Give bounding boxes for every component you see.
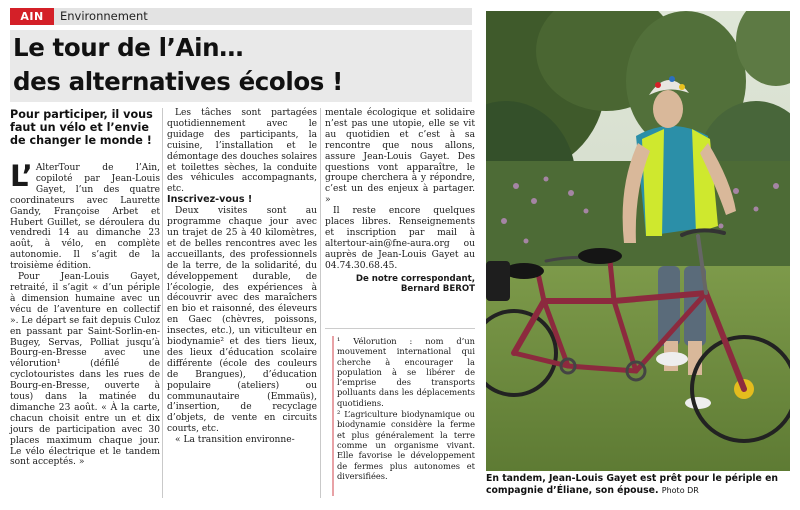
subheading: Inscrivez-vous ! <box>167 194 253 206</box>
saddle-front <box>578 248 622 264</box>
paragraph: Il reste encore quelques places libres. Renseignements et inscription par mail à altertour-ain@fne-aura.org ou auprès de Jean-Louis Gayet au 04.74.30.68.45. <box>325 206 475 271</box>
footnotes <box>337 336 475 482</box>
byline-role: De notre correspondant, <box>355 273 475 284</box>
headline-line-1: Le tour de l’Ain… <box>13 33 244 62</box>
column-divider <box>162 108 163 498</box>
footnotes-accent-bar <box>332 336 334 496</box>
article-column-1 <box>10 159 160 468</box>
footnote: ¹ Vélorution : nom d’un mouvement international qui cherche à encourager la population à se libérer de l’emprise des transports polluants dans les déplacements quotidiens. <box>337 336 475 408</box>
drop-cap: L’ <box>10 159 33 193</box>
paragraph: Les tâches sont partagées quotidiennement avec le guidage des participants, la cuisine, l’installation et le démontage des douches solaires et toilettes sèches, la conduite des véhicules accompagnants, etc. <box>167 108 317 195</box>
kicker-bar <box>10 8 472 25</box>
paragraph: Pour Jean-Louis Gayet, retraité, il s’agit « d’un périple à dimension humaine avec un vécu de l’aventure en collectif ». Le départ se fait depuis Culoz en passant par Saint-Sorlin-en-Bugey, Servas, Polliat jusqu’à Bourg-en-Bresse avec une vélorution¹ (défilé de cyclotouristes dans les rues de Bourg-en-Bresse, ouverte à tous) dans la matinée du dimanche 23 août. « À la carte, chacun choisit entre un et dix jours de participation avec 30 places maximum chaque jour. Le vélo électrique et le tandem sont acceptés. » <box>10 272 160 468</box>
paragraph <box>10 159 160 272</box>
paragraph: « La transition environne- <box>175 435 295 446</box>
headline-line-2: des alternatives écolos ! <box>13 67 343 96</box>
article-column-2 <box>167 108 317 446</box>
paragraph: mentale écologique et solidaire n’est pas une utopie, elle se vit au quotidien et c’est à sa rencontre que nous allons, assure Jean-Louis Gayet. Des questions vont apparaître, le groupe cherchera à y répondre, c’est un des enjeux à partager. » <box>325 108 475 206</box>
paragraph-text: AlterTour de l’Ain, copiloté par Jean-Louis Gayet, l’un des quatre coordinateurs avec Laurette Gandy, Françoise Arbet et Hubert Guillet, se déroulera du vendredi 14 au dimanche 23 août, à vélo, en complète autonomie. Il s’agit de la troisième édition. <box>10 163 160 272</box>
photo-credit: Photo DR <box>661 485 699 495</box>
lead-paragraph: Pour participer, il vous faut un vélo et l’envie de changer le monde ! <box>10 108 153 147</box>
photo-illustration <box>486 11 790 471</box>
headline <box>13 31 483 99</box>
byline-author: Bernard BEROT <box>400 284 475 295</box>
footnotes-divider <box>325 328 475 329</box>
byline <box>325 274 475 295</box>
article-photo <box>486 11 790 471</box>
rubric-label: Environnement <box>60 9 148 23</box>
saddle-bag <box>486 261 510 301</box>
footnote: ² L’agriculture biodynamique ou biodynamie considère la ferme et plus généralement la terre comme un organisme vivant. Elle favorise le développement de fermes plus autonomes et diversifiées. <box>337 409 475 481</box>
article-column-3 <box>325 108 475 295</box>
caption-text: En tandem, Jean-Louis Gayet est prêt pour le périple en compagnie d’Éliane, son épouse. <box>486 473 779 496</box>
region-tag: AIN <box>10 8 54 25</box>
photo-caption <box>486 473 792 496</box>
paragraph: Deux visites sont au programme chaque jour avec un trajet de 25 à 40 kilomètres, et de belles rencontres avec les accueillants, des professionnels de la terre, de la solidarité, du développement durable, de l’écologie, des expériences à découvrir avec des maraîchers en bio et raisonné, des éleveurs en Gaec (chèvres, poissons, insectes, etc.), un viticulteur en biodynamie² et des tiers lieux, des lieux d’éducation scolaire différente (école des couleurs de Brangues), d’éducation populaire (ateliers) ou communautaire (Emmaüs), d’insertion, de recyclage d’objets, de vente en circuits courts, etc. <box>167 206 317 435</box>
column-divider <box>320 108 321 498</box>
